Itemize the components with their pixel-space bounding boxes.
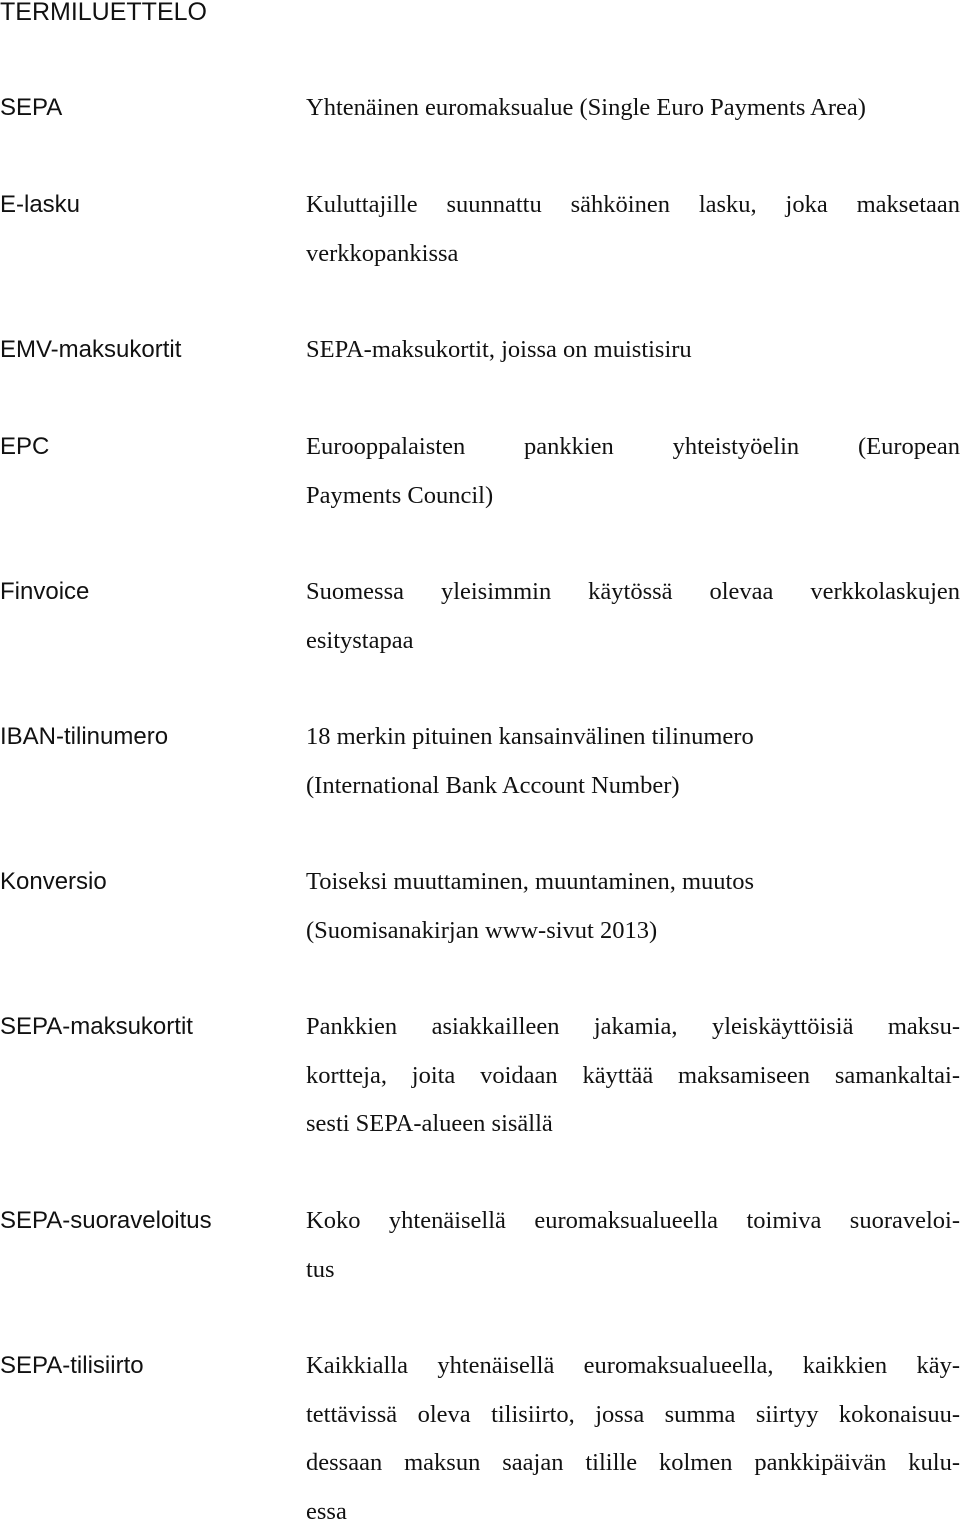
definition-line: esitystapaa bbox=[306, 617, 960, 666]
definition-line: Kuluttajille suunnattu sähköinen lasku, joka maksetaan bbox=[306, 181, 960, 230]
glossary-term: IBAN-tilinumero bbox=[0, 713, 168, 762]
definition-line: kortteja, joita voidaan käyttää maksamiseen samankaltai- bbox=[306, 1052, 960, 1101]
glossary-term: E-lasku bbox=[0, 181, 80, 230]
definition-line: tus bbox=[306, 1246, 960, 1295]
glossary-definition bbox=[306, 84, 960, 133]
glossary-term: Konversio bbox=[0, 858, 107, 907]
glossary-term: SEPA bbox=[0, 84, 62, 133]
glossary-definition bbox=[306, 326, 960, 375]
glossary-definition bbox=[306, 181, 960, 278]
glossary-definition bbox=[306, 1342, 960, 1536]
glossary-term: SEPA-suoraveloitus bbox=[0, 1197, 212, 1246]
glossary-term: SEPA-maksukortit bbox=[0, 1003, 193, 1052]
glossary-definition bbox=[306, 423, 960, 520]
glossary-term: EMV-maksukortit bbox=[0, 326, 181, 375]
definition-line: Eurooppalaisten pankkien yhteistyöelin (European bbox=[306, 423, 960, 472]
glossary-term: EPC bbox=[0, 423, 49, 472]
glossary-definition bbox=[306, 713, 960, 810]
definition-line: Kaikkialla yhtenäisellä euromaksualueella, kaikkien käy- bbox=[306, 1342, 960, 1391]
definition-line: Pankkien asiakkailleen jakamia, yleiskäyttöisiä maksu- bbox=[306, 1003, 960, 1052]
glossary-definition bbox=[306, 568, 960, 665]
glossary-definition bbox=[306, 1197, 960, 1294]
definition-line: verkkopankissa bbox=[306, 230, 960, 279]
definition-line: tettävissä oleva tilisiirto, jossa summa siirtyy kokonaisuu- bbox=[306, 1391, 960, 1440]
page-title: TERMILUETTELO bbox=[0, 0, 207, 30]
definition-line: (Suomisanakirjan www-sivut 2013) bbox=[306, 907, 960, 956]
definition-line: 18 merkin pituinen kansainvälinen tilinumero bbox=[306, 713, 960, 762]
definition-line: (International Bank Account Number) bbox=[306, 762, 960, 811]
glossary-term: Finvoice bbox=[0, 568, 89, 617]
glossary-term: SEPA-tilisiirto bbox=[0, 1342, 144, 1391]
definition-line: sesti SEPA-alueen sisällä bbox=[306, 1100, 960, 1149]
definition-line: essa bbox=[306, 1488, 960, 1536]
glossary-definition bbox=[306, 1003, 960, 1149]
definition-line: Toiseksi muuttaminen, muuntaminen, muutos bbox=[306, 858, 960, 907]
definition-line: SEPA-maksukortit, joissa on muistisiru bbox=[306, 326, 960, 375]
definition-line: dessaan maksun saajan tilille kolmen pankkipäivän kulu- bbox=[306, 1439, 960, 1488]
definition-line: Yhtenäinen euromaksualue (Single Euro Payments Area) bbox=[306, 84, 960, 133]
glossary-definition bbox=[306, 858, 960, 955]
definition-line: Koko yhtenäisellä euromaksualueella toimiva suoraveloi- bbox=[306, 1197, 960, 1246]
definition-line: Payments Council) bbox=[306, 472, 960, 521]
definition-line: Suomessa yleisimmin käytössä olevaa verkkolaskujen bbox=[306, 568, 960, 617]
